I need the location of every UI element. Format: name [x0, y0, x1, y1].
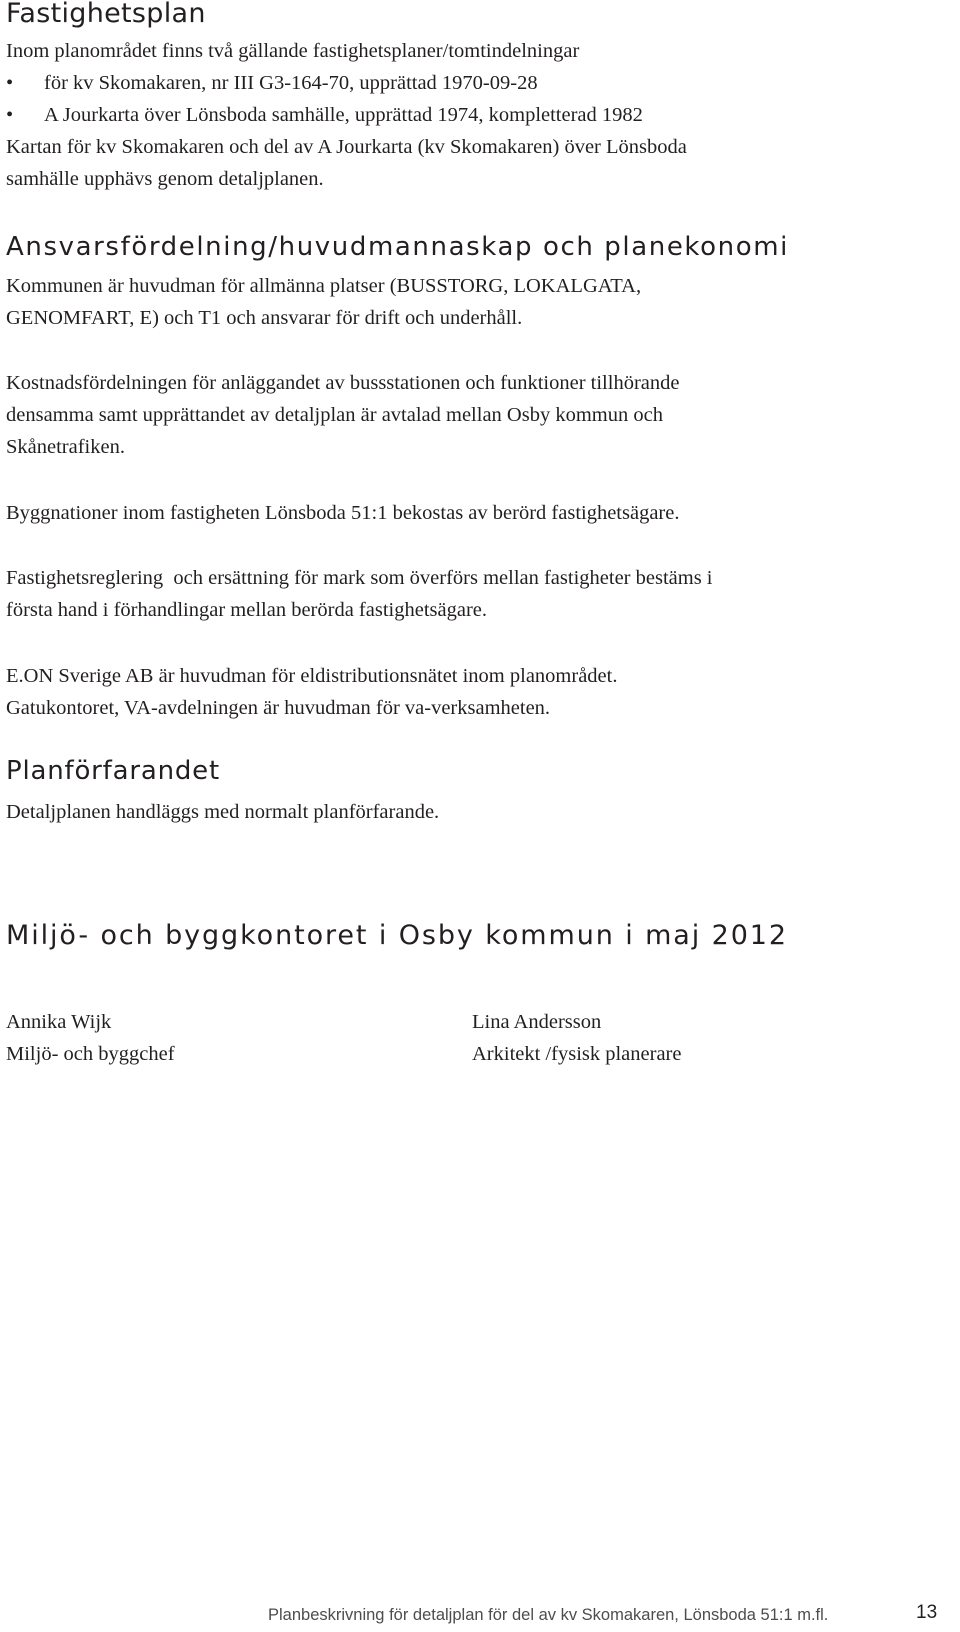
- list-item-text: för kv Skomakaren, nr III G3-164-70, upprättad 1970-09-28: [44, 72, 538, 94]
- ansvar-paragraph-5: [6, 660, 946, 724]
- paragraph-line: densamma samt upprättandet av detaljplan är avtalad mellan Osby kommun och: [6, 404, 663, 426]
- list-item-text: A Jourkarta över Lönsboda samhälle, upprättad 1974, kompletterad 1982: [44, 104, 643, 126]
- page-footer: Planbeskrivning för detaljplan för del av kv Skomakaren, Lönsboda 51:1 m.fl.: [268, 1606, 829, 1624]
- paragraph-line: E.ON Sverige AB är huvudman för eldistributionsnätet inom planområdet.: [6, 665, 618, 687]
- ansvar-paragraph-1: [6, 270, 946, 334]
- ansvar-paragraph-3: [6, 497, 946, 529]
- heading-ansvarsfordelning: Ansvarsfördelning/huvudmannaskap och planekonomi: [6, 232, 790, 262]
- heading-fastighetsplan: Fastighetsplan: [6, 0, 206, 29]
- paragraph-line: Byggnationer inom fastigheten Lönsboda 51:1 bekostas av berörd fastighetsägare.: [6, 502, 680, 524]
- paragraph-line: Gatukontoret, VA-avdelningen är huvudman för va-verksamheten.: [6, 697, 551, 719]
- paragraph-line: Detaljplanen handläggs med normalt planförfarande.: [6, 801, 440, 823]
- paragraph-line: Kostnadsfördelningen för anläggandet av bussstationen och funktioner tillhörande: [6, 372, 680, 394]
- signatory-name: Annika Wijk: [6, 1011, 112, 1033]
- paragraph-line: GENOMFART, E) och T1 och ansvarar för drift och underhåll.: [6, 307, 523, 329]
- paragraph-line: Skånetrafiken.: [6, 436, 125, 458]
- list-item: [6, 99, 946, 131]
- fastighetsplan-line: Kartan för kv Skomakaren och del av A Jourkarta (kv Skomakaren) över Lönsboda: [6, 136, 687, 158]
- page-number: 13: [916, 1602, 938, 1623]
- heading-office: Miljö- och byggkontoret i Osby kommun i maj 2012: [6, 920, 788, 951]
- paragraph-line: Kommunen är huvudman för allmänna platser (BUSSTORG, LOKALGATA,: [6, 275, 642, 297]
- fastighetsplan-intro: Inom planområdet finns två gällande fastighetsplaner/tomtindelningar: [6, 40, 580, 62]
- signature-block: [472, 1006, 681, 1070]
- bullet-icon: •: [6, 104, 14, 126]
- fastighetsplan-line: samhälle upphävs genom detaljplanen.: [6, 168, 324, 190]
- fastighetsplan-body: [6, 35, 946, 195]
- bullet-icon: •: [6, 72, 14, 94]
- paragraph-line: första hand i förhandlingar mellan berörda fastighetsägare.: [6, 599, 487, 621]
- heading-planforfarandet: Planförfarandet: [6, 756, 220, 786]
- signatory-title: Arkitekt /fysisk planerare: [472, 1043, 682, 1065]
- list-item: [6, 67, 946, 99]
- signatory-name: Lina Andersson: [472, 1011, 602, 1033]
- signature-block: [6, 1006, 175, 1070]
- ansvar-paragraph-4: [6, 562, 946, 626]
- paragraph-line: Fastighetsreglering och ersättning för mark som överförs mellan fastigheter bestäms i: [6, 567, 713, 589]
- planforfarande-body: [6, 796, 946, 828]
- ansvar-paragraph-2: [6, 367, 946, 463]
- signatory-title: Miljö- och byggchef: [6, 1043, 175, 1065]
